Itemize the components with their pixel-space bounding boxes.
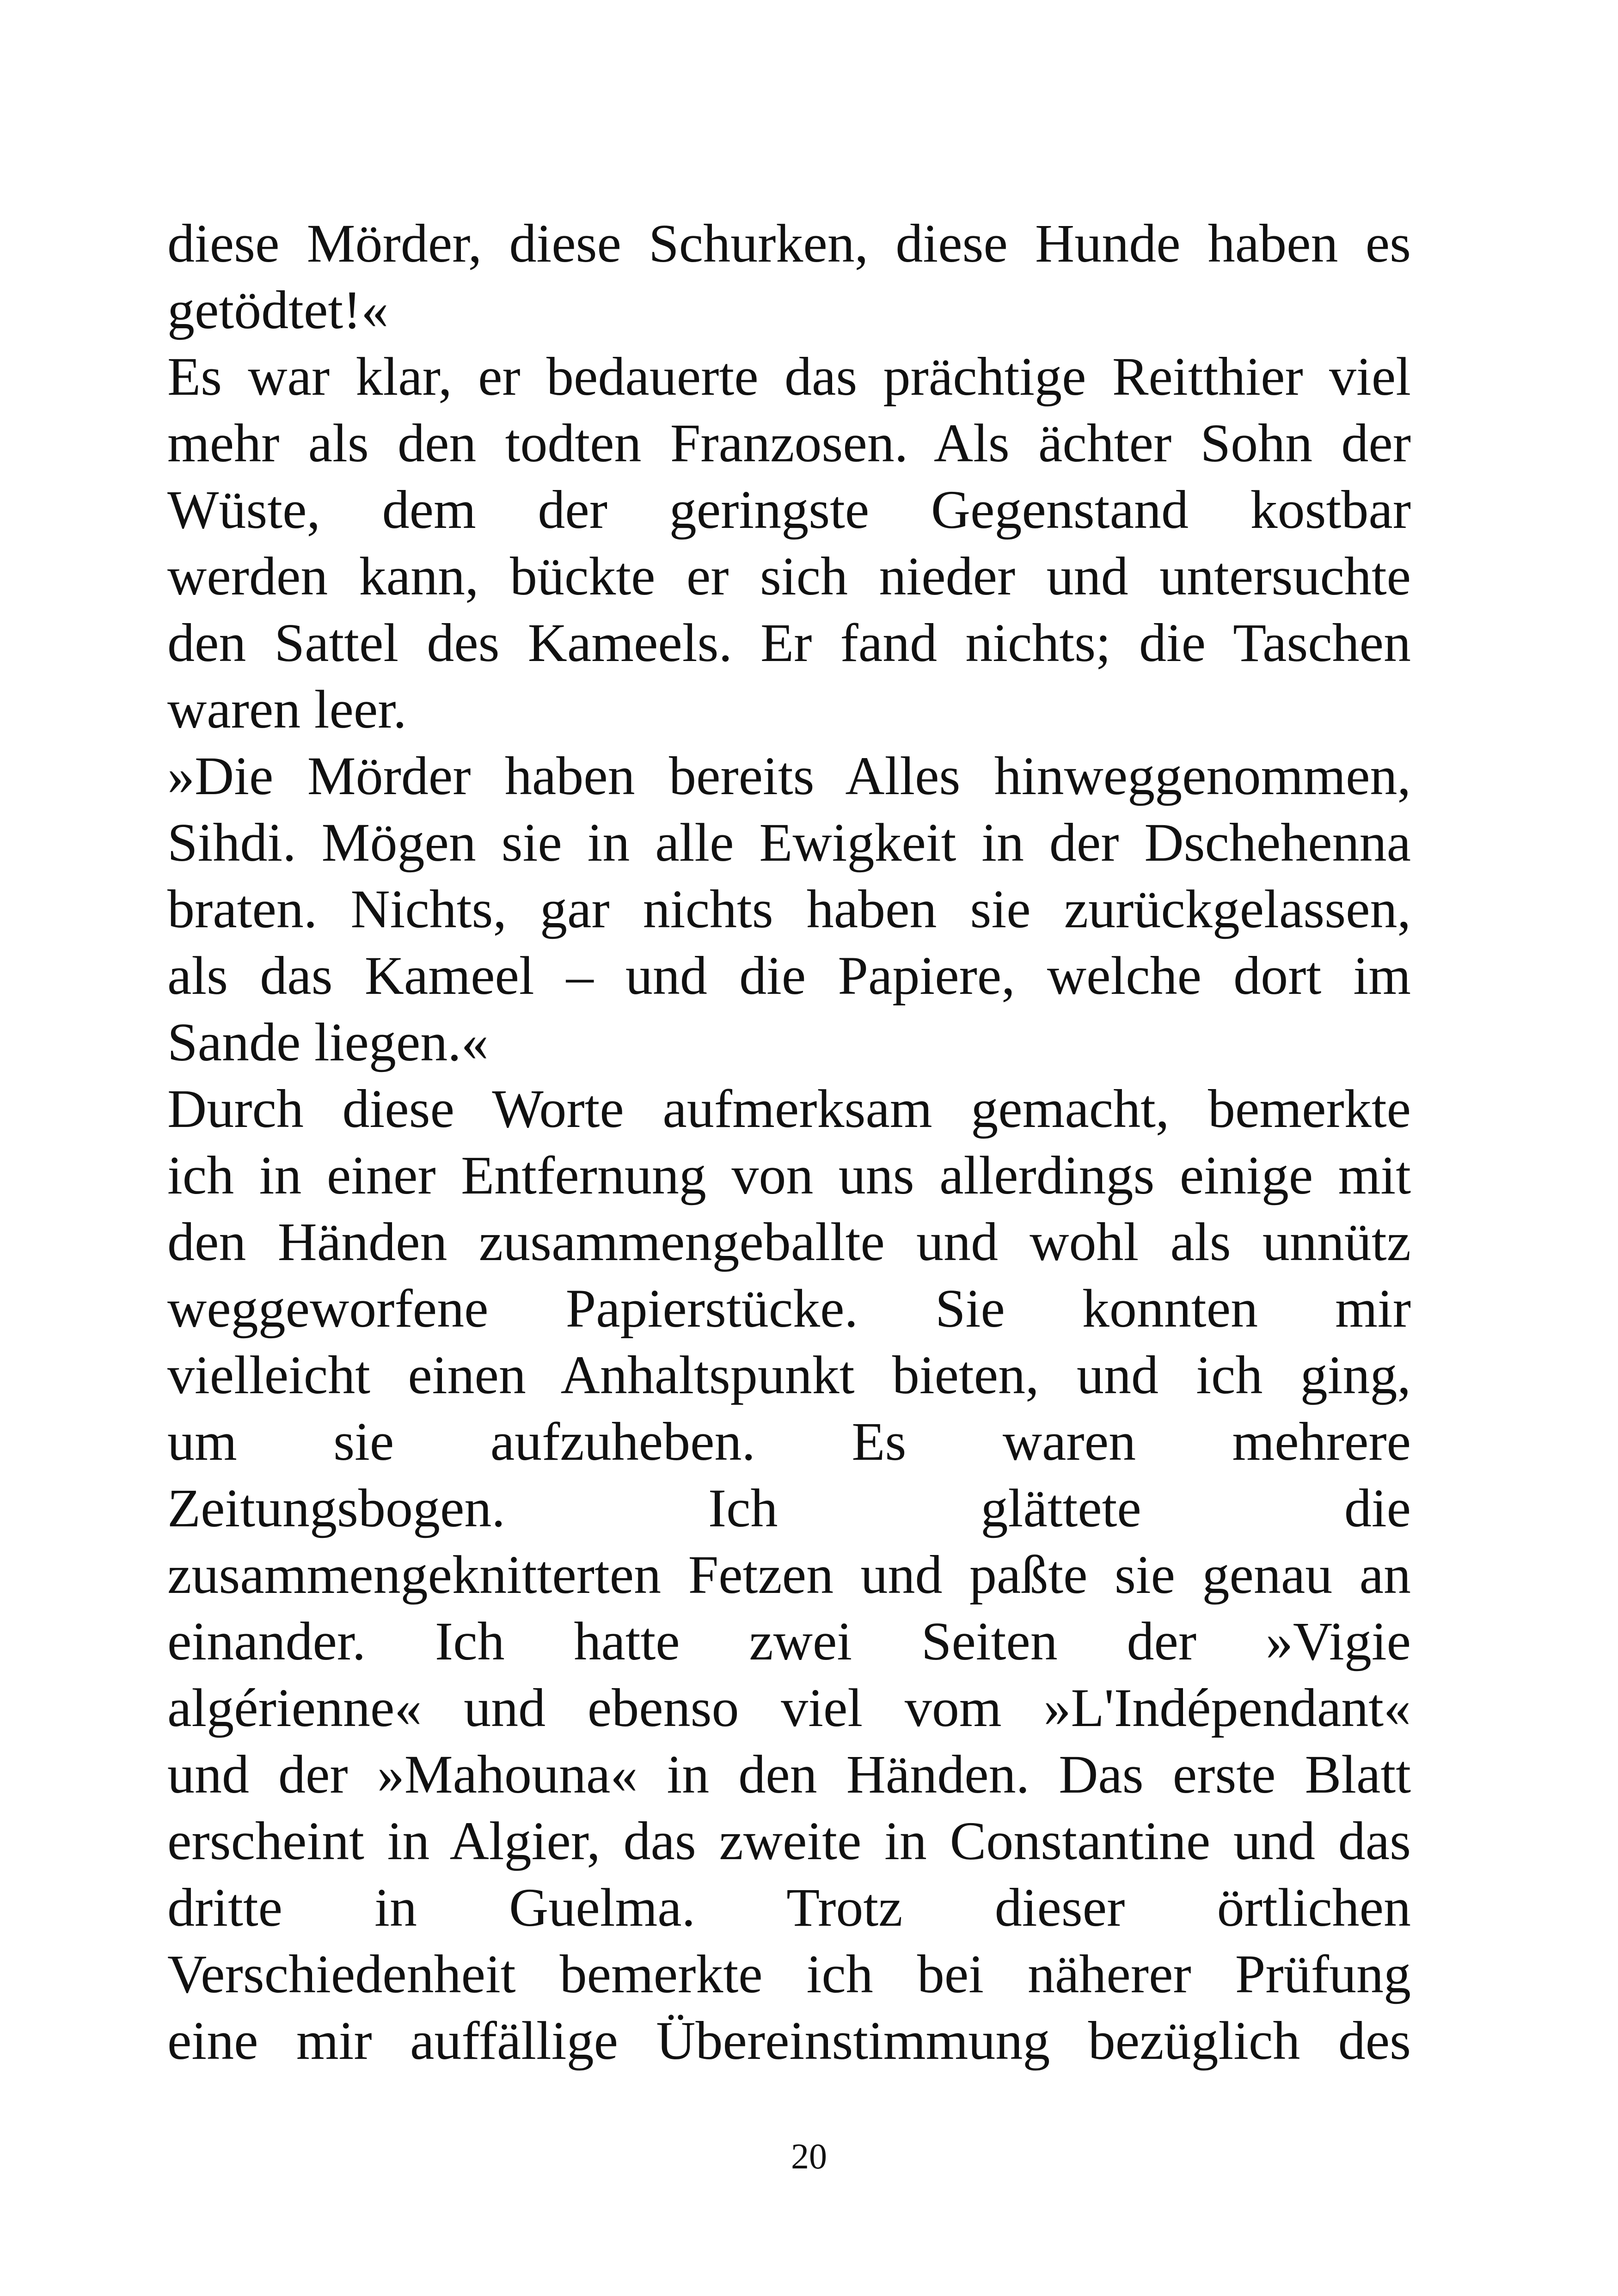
text-line: Durch diese Worte aufmerksam gemacht, bemerkte [167, 1078, 1411, 1139]
text-line: Wüste, dem der geringste Gegenstand kostbar [167, 479, 1411, 540]
text-line: zusammengeknitterten Fetzen und paßte sie genau an [167, 1544, 1411, 1605]
text-line: und der »Mahouna« in den Händen. Das erste Blatt [167, 1744, 1411, 1805]
text-line: Es war klar, er bedauerte das prächtige Reitthier viel [167, 346, 1411, 407]
text-line: Sande liegen.« [167, 1012, 489, 1072]
text-line: Sihdi. Mögen sie in alle Ewigkeit in der Dschehenna [167, 812, 1411, 873]
text-line: als das Kameel – und die Papiere, welche dort im [167, 945, 1411, 1006]
text-line: waren leer. [167, 679, 407, 740]
text-line: »Die Mörder haben bereits Alles hinweggenommen, [167, 746, 1411, 806]
text-line: um sie aufzuheben. Es waren mehrere [167, 1411, 1411, 1472]
text-line: braten. Nichts, gar nichts haben sie zurückgelassen, [167, 879, 1411, 939]
text-line: getödtet!« [167, 280, 389, 340]
text-line: den Sattel des Kameels. Er fand nichts; die Taschen [167, 612, 1411, 673]
text-line: den Händen zusammengeballte und wohl als unnütz [167, 1212, 1411, 1272]
text-line: dritte in Guelma. Trotz dieser örtlichen [167, 1877, 1411, 1938]
text-line: einander. Ich hatte zwei Seiten der »Vigie [167, 1611, 1411, 1671]
text-line: werden kann, bückte er sich nieder und untersuchte [167, 546, 1411, 606]
text-line: vielleicht einen Anhaltspunkt bieten, und ich ging, [167, 1345, 1411, 1405]
body-text [167, 210, 1411, 2074]
page-number: 20 [791, 2136, 827, 2176]
text-line: weggeworfene Papierstücke. Sie konnten mir [167, 1278, 1411, 1339]
text-line: Verschiedenheit bemerkte ich bei näherer Prüfung [167, 1944, 1411, 2004]
text-line: erscheint in Algier, das zweite in Constantine und das [167, 1811, 1411, 1871]
text-line: Zeitungsbogen. Ich glättete die [167, 1478, 1411, 1538]
text-line: algérienne« und ebenso viel vom »L'Indépendant« [167, 1678, 1411, 1738]
text-line: ich in einer Entfernung von uns allerdings einige mit [167, 1145, 1411, 1206]
text-line: diese Mörder, diese Schurken, diese Hunde haben es [167, 213, 1411, 274]
text-line: mehr als den todten Franzosen. Als ächter Sohn der [167, 413, 1411, 473]
text-line: eine mir auffällige Übereinstimmung bezüglich des [167, 2010, 1411, 2071]
